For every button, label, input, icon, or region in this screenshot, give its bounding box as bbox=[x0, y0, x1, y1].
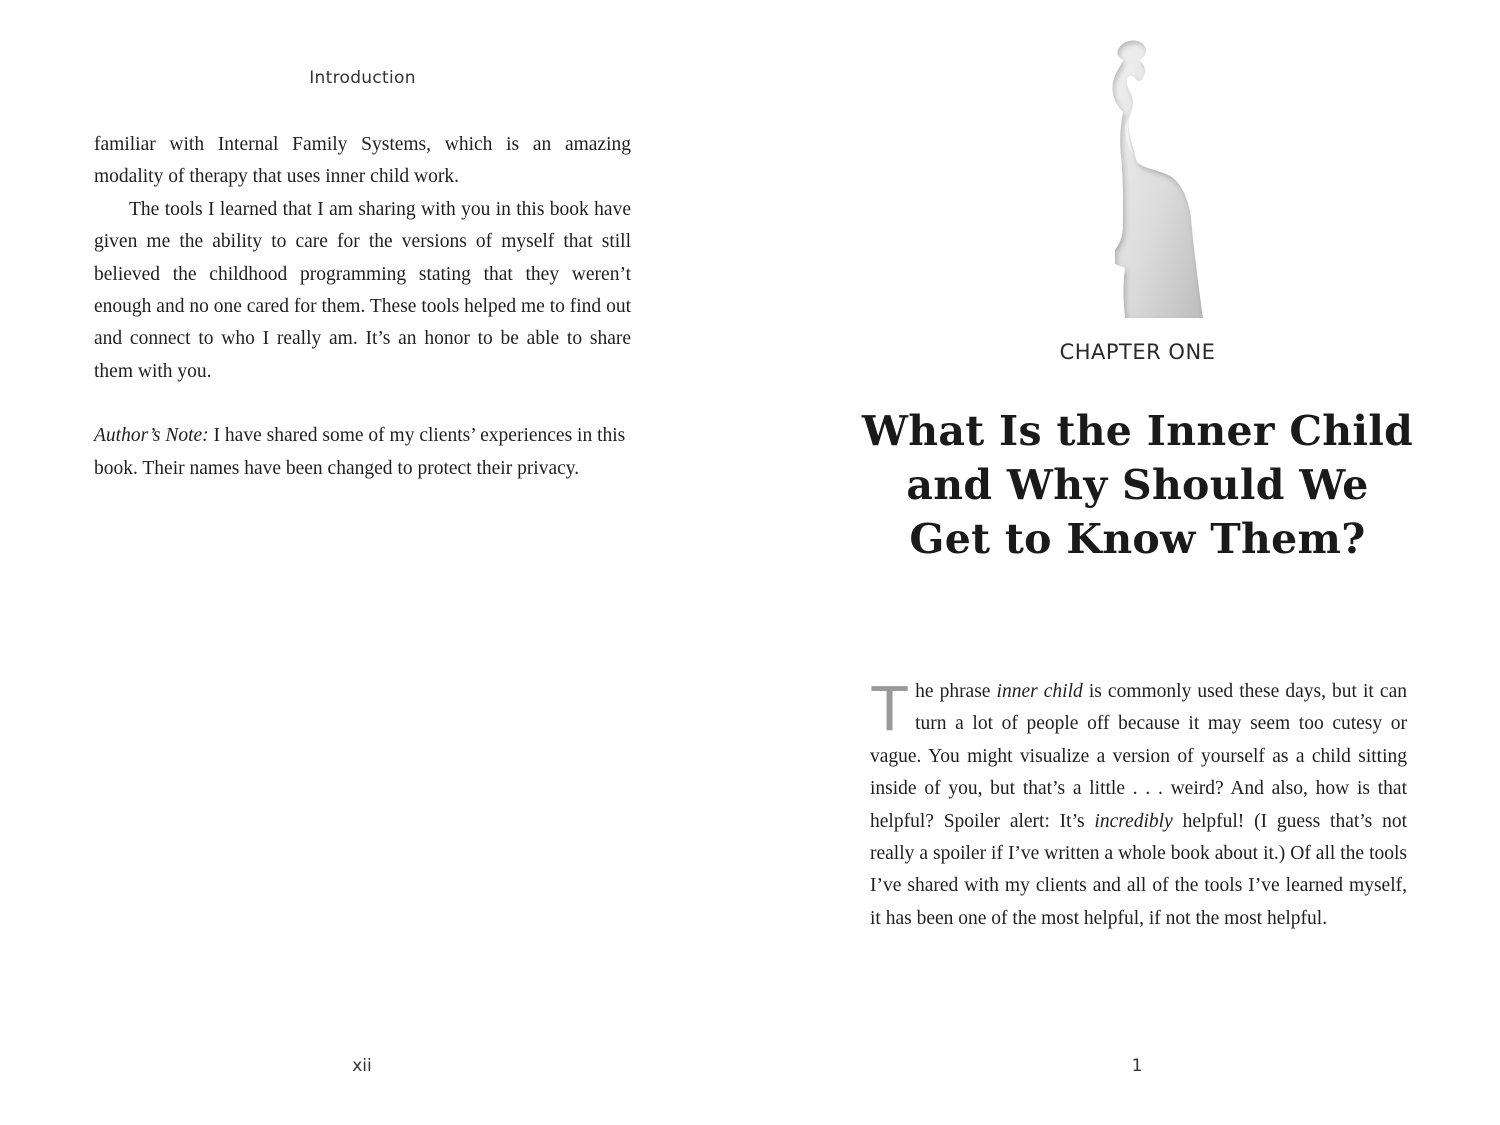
child-silhouette-illustration bbox=[1093, 38, 1223, 320]
author-note bbox=[94, 420, 631, 485]
paragraph: familiar with Internal Family Systems, which is an amazing modality of therapy that uses inner child work. bbox=[94, 134, 631, 188]
paragraph: The tools I learned that I am sharing with you in this book have given me the ability to care for the versions of myself that still believed the childhood programming stating that they weren’t enough and no one cared for them. These tools helped me to find out and connect to who I really am. It’s an honor to be able to share them with you. bbox=[94, 198, 631, 382]
right-page bbox=[750, 0, 1500, 1125]
drop-cap: T bbox=[870, 672, 910, 744]
opening-paragraph bbox=[870, 672, 1407, 935]
running-head: Introduction bbox=[309, 68, 416, 88]
page-number: xii bbox=[352, 1056, 372, 1076]
right-body-text bbox=[870, 672, 1407, 935]
text-run: helpful! (I guess that’s not really a spoiler if I’ve written a whole book about it.) Of all the tools I’ve shared with my clients and all of the tools I’ve learned myself, it has been one of the most helpful, if not the most helpful. bbox=[870, 810, 1407, 929]
author-note-text: I have shared some of my clients’ experiences in this book. Their names have been changed to protect their privacy. bbox=[94, 425, 626, 479]
italic-run: inner child bbox=[996, 681, 1083, 702]
italic-run: incredibly bbox=[1094, 810, 1173, 832]
chapter-label: CHAPTER ONE bbox=[1059, 340, 1216, 364]
chapter-title-line: What Is the Inner Child bbox=[861, 407, 1414, 455]
chapter-title-line: Get to Know Them? bbox=[909, 515, 1366, 563]
chapter-title-line: and Why Should We bbox=[906, 461, 1369, 509]
author-note-label: Author’s Note: bbox=[94, 425, 209, 447]
text-run: is commonly used these days, but it can turn a lot of people off because it may seem too cutesy or vague. You might visualize a version of yourself as a child sitting inside of you, but that’s a little . . . weird? And also, how is that helpful? Spoiler alert: It’s bbox=[870, 681, 1407, 832]
page-number: 1 bbox=[1131, 1056, 1143, 1076]
chapter-title bbox=[850, 404, 1425, 566]
text-run: he phrase bbox=[915, 681, 997, 702]
left-body-text bbox=[94, 129, 631, 485]
